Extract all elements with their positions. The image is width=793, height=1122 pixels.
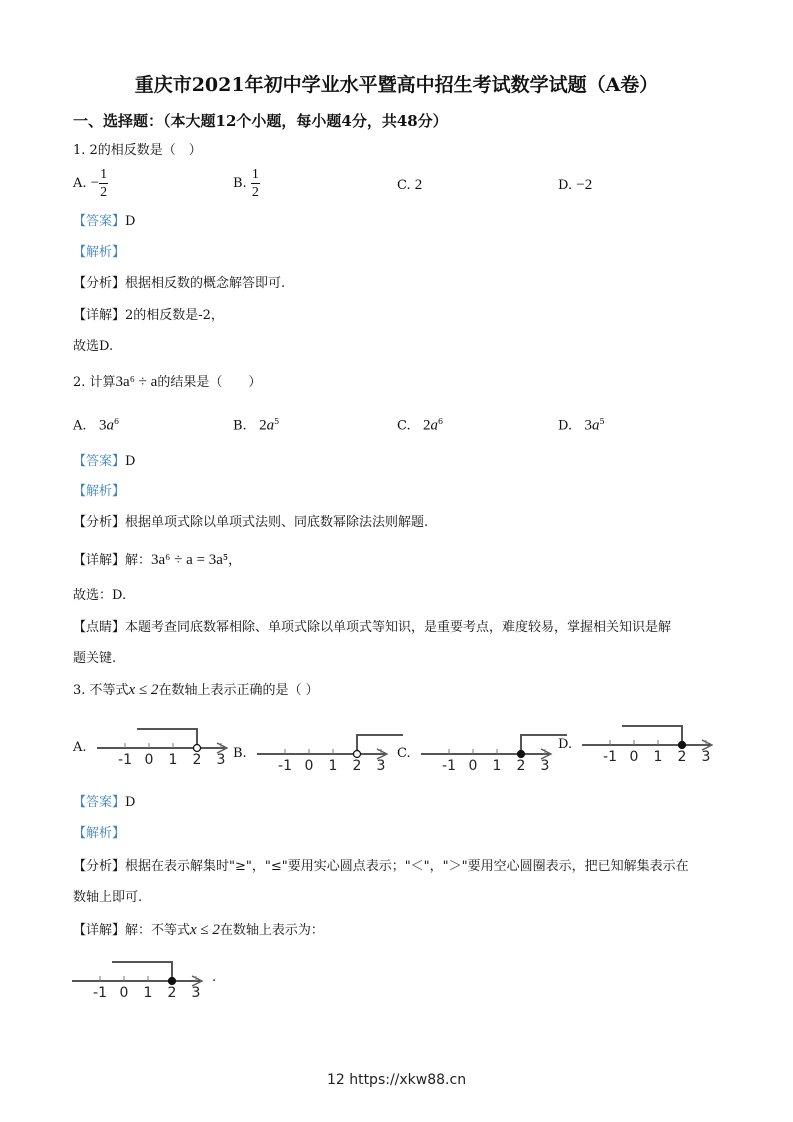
coefficient: 2 (259, 417, 267, 434)
q1-option-b (233, 166, 260, 201)
fraction (251, 166, 260, 201)
tick-label: 1 (653, 749, 663, 765)
q2-stem (73, 374, 261, 391)
page-title: 重庆市2021年初中学业水平暨高中招生考试数学试题（A卷） (134, 74, 659, 96)
answer-label: 【答案】 (73, 214, 126, 229)
q3-option-c-number-line[interactable] (419, 728, 579, 776)
tick-label: 3 (540, 758, 550, 774)
option-label: C. (397, 418, 411, 434)
tick-label: 2 (516, 758, 526, 774)
tick-label: -1 (93, 985, 107, 997)
q3-fenxi-2: 数轴上即可. (73, 890, 143, 905)
math-expression: x ≤ 2 (128, 682, 159, 698)
solution-bracket (137, 729, 197, 748)
tick-label: 0 (119, 985, 129, 997)
option-label: B. (233, 176, 247, 191)
tick-label: 0 (304, 758, 314, 774)
text: 在数轴上表示为： (219, 923, 324, 938)
denominator: 2 (251, 185, 259, 200)
q1-option-a (73, 166, 108, 201)
text: ， (228, 553, 242, 568)
q3-option-label-a: A. (73, 740, 87, 755)
q3-xiangjie (73, 922, 324, 939)
solution-period: . (212, 970, 217, 985)
tick-label: 0 (629, 749, 639, 765)
section-heading: 一、选择题：（本大题12个小题，每小题4分，共48分） (73, 112, 448, 130)
option-label: C. (397, 178, 411, 193)
q2-answer (73, 454, 135, 470)
solution-bracket (622, 726, 682, 745)
math-expression: 3a⁶ ÷ a = 3a⁵ (151, 552, 229, 568)
tick-label: 1 (328, 758, 338, 774)
q3-fenxi-1: 【分析】根据在表示解集时"≥"，"≤"要用实心圆点表示；"＜"，"＞"要用空心圆圈表示，把已知解集表示在 (73, 859, 689, 874)
tick-label: -1 (278, 758, 292, 774)
coefficient: 3 (584, 417, 592, 434)
q2-option-a: A. $3a^6$ (73, 417, 120, 434)
exponent: 6 (438, 417, 444, 426)
answer-value: D (125, 795, 136, 810)
q1-stem: 1. 2的相反数是（ ） (73, 143, 202, 158)
coefficient: 3 (98, 417, 107, 434)
option-label: D. (558, 418, 573, 434)
answer-value: D (125, 214, 136, 229)
q2-xiangjie (73, 552, 241, 569)
q1-guxuan: 故选D. (73, 339, 114, 354)
text: 【详解】解： (73, 553, 152, 568)
q2-fenxi: 【分析】根据单项式除以单项式法则、同底数幂除法法则解题. (73, 515, 429, 530)
q1-xiangjie: 【详解】2的相反数是-2， (73, 308, 224, 323)
option-label: A. (73, 176, 87, 191)
numerator: 1 (100, 167, 108, 182)
q3-option-a-number-line[interactable] (95, 722, 255, 770)
option-value: 2 (414, 177, 423, 193)
q2-dianjing-2: 题关键. (73, 651, 117, 666)
option-label: B. (233, 418, 247, 434)
q1-analysis-label: 【解析】 (73, 245, 126, 260)
fraction (99, 166, 108, 201)
tick-label: 0 (144, 752, 154, 768)
stem-text: 在数轴上表示正确的是（ ） (158, 683, 319, 698)
q1-option-d (558, 177, 592, 194)
q3-option-b-number-line[interactable] (255, 728, 415, 776)
coefficient: 2 (423, 417, 431, 434)
q3-option-d-number-line[interactable] (580, 719, 740, 767)
tick-label: 3 (191, 985, 201, 997)
q2-option-d: D. $3a^5$ (558, 417, 605, 434)
tick-label: -1 (118, 752, 132, 768)
text: 【详解】解：不等式 (73, 923, 191, 938)
q2-option-c: C. $2a^6$ (397, 417, 444, 434)
tick-label: 3 (701, 749, 711, 765)
answer-label: 【答案】 (73, 795, 126, 810)
q3-answer (73, 795, 135, 811)
closed-point (518, 751, 525, 758)
q1-answer (73, 214, 135, 230)
tick-label: 2 (677, 749, 687, 765)
tick-label: 2 (192, 752, 202, 768)
answer-label: 【答案】 (73, 454, 126, 469)
minus-sign: − (90, 175, 100, 191)
numerator: 1 (251, 167, 259, 182)
q3-stem (73, 682, 319, 699)
option-label: D. (558, 178, 573, 193)
math-expression: 3a⁶ ÷ a (115, 374, 158, 390)
q1-option-c (397, 177, 422, 194)
open-point (194, 745, 201, 752)
closed-point (169, 978, 176, 985)
exponent: 5 (274, 417, 280, 426)
option-label: A. (73, 418, 87, 434)
tick-label: 2 (352, 758, 362, 774)
tick-label: 3 (216, 752, 226, 768)
q3-option-label-d: D. (558, 737, 573, 752)
tick-label: 1 (143, 985, 153, 997)
q3-option-label-c: C. (397, 746, 411, 761)
tick-label: 0 (468, 758, 478, 774)
math-expression: x ≤ 2 (190, 922, 220, 938)
stem-text: 2. 计算 (73, 375, 116, 390)
tick-label: 1 (168, 752, 178, 768)
page-footer: 12 https://xkw88.cn (326, 1072, 467, 1088)
solution-number-line (70, 955, 210, 997)
option-value: −2 (576, 177, 593, 193)
q3-analysis-label: 【解析】 (73, 826, 126, 841)
tick-label: 3 (376, 758, 386, 774)
tick-label: -1 (603, 749, 617, 765)
tick-label: 2 (167, 985, 177, 997)
exponent: 5 (599, 417, 605, 426)
q2-option-b: B. $2a^5$ (233, 417, 280, 434)
answer-value: D (125, 454, 136, 469)
q3-option-label-b: B. (233, 746, 247, 761)
open-point (354, 751, 361, 758)
tick-label: -1 (442, 758, 456, 774)
q2-guxuan: 故选：D. (73, 588, 127, 603)
stem-text: 3. 不等式 (73, 683, 129, 698)
q1-fenxi: 【分析】根据相反数的概念解答即可. (73, 276, 286, 291)
solution-bracket (112, 962, 172, 981)
denominator: 2 (100, 185, 108, 200)
exponent: 6 (113, 417, 120, 426)
tick-label: 1 (492, 758, 502, 774)
stem-text: 的结果是（ ） (157, 375, 262, 390)
q2-dianjing-1: 【点睛】本题考查同底数幂相除、单项式除以单项式等知识，是重要考点，难度较易，掌握相关知识是解 (73, 620, 672, 635)
closed-point (679, 742, 686, 749)
q2-analysis-label: 【解析】 (73, 484, 126, 499)
